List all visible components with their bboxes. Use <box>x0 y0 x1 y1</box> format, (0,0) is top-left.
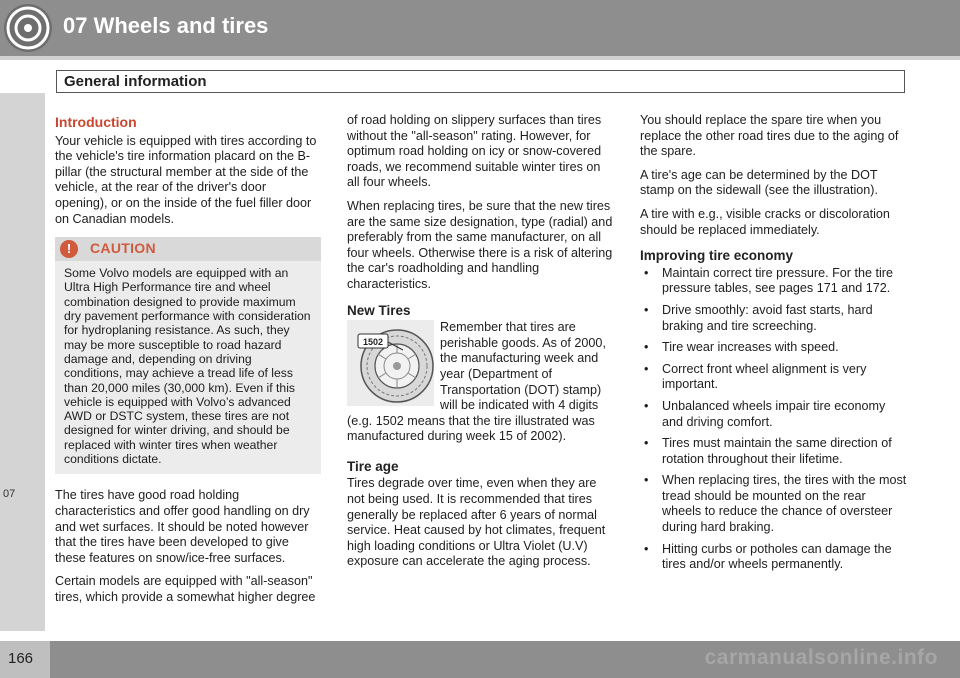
tire-economy-heading: Improving tire economy <box>640 248 794 264</box>
page-number: 166 <box>8 650 34 667</box>
bullet-icon: • <box>644 340 649 355</box>
cracks-paragraph: A tire with e.g., visible cracks or discoloration should be replaced immediately. <box>640 206 890 237</box>
replacing-tires-paragraph: When replacing tires, be sure that the new tires are the same size designation, type (radial) and preferably from the same manufacturer, on all four wheels. Otherwise there is a risk of altering the car's roadholding and handling characteristics. <box>347 198 613 291</box>
list-item: • Correct front wheel alignment is very important. <box>644 361 867 392</box>
spare-tire-paragraph: You should replace the spare tire when you replace the other road tires due to the aging of the spare. <box>640 113 899 159</box>
header-divider <box>0 56 960 60</box>
dot-stamp-paragraph: A tire's age can be determined by the DOT stamp on the sidewall (see the illustration). <box>640 167 878 198</box>
column-2 <box>347 113 615 578</box>
tire-age-text: Tires degrade over time, even when they are not being used. It is recommended that tires generally be replaced after 6 years of normal service. Heat caused by hot climates, frequent high loading conditions or Ultra Violet (U.V) exposure can accelerate the aging process. <box>347 476 606 569</box>
chapter-title: 07 Wheels and tires <box>63 13 269 38</box>
wheel-icon <box>2 2 54 54</box>
bullet-icon: • <box>644 361 649 376</box>
list-item: • Hitting curbs or potholes can damage the tires and/or wheels permanently. <box>644 541 892 572</box>
watermark: carmanualsonline.info <box>704 646 938 669</box>
road-holding-paragraph: of road holding on slippery surfaces than tires without the "all-season" rating. However, for optimum road holding on icy or snow-covered roads, we recommend suitable winter tires on all four wheels. <box>347 113 602 190</box>
column-1 <box>55 113 321 613</box>
bullet-icon: • <box>644 541 649 556</box>
list-item: • When replacing tires, the tires with the most tread should be mounted on the rear wheels to reduce the chance of oversteer during hard braking. <box>644 473 907 535</box>
caution-text: Some Volvo models are equipped with an Ultra High Performance tire and wheel combination designed to provide maximum dry pavement performance with consideration for hydroplaning resistance. As such, they may be more susceptible to road hazard damage and, depending on driving conditions, may achieve a tread life of less than 20,000 miles (30,000 km). Even if this vehicle is equipped with Volvo’s advanced AWD or DSTC system, these tires are not designed for winter driving, and should be replaced with winter tires when weather conditions dictate. <box>64 266 311 467</box>
bullet-icon: • <box>644 302 649 317</box>
section-title: General information <box>64 73 207 90</box>
handling-paragraph: The tires have good road holding characteristics and offer good handling on dry and wet surfaces. It should be noted however that the tires have been developed to give these features on snow/ice-free surfaces. <box>55 488 310 565</box>
bullet-icon: • <box>644 265 649 280</box>
tire-age-heading: Tire age <box>347 458 399 474</box>
introduction-heading: Introduction <box>55 114 137 130</box>
tire-icon <box>347 320 434 406</box>
list-item: • Unbalanced wheels impair tire economy and driving comfort. <box>644 398 886 429</box>
bullet-icon: • <box>644 436 649 451</box>
list-item: • Drive smoothly: avoid fast starts, hard braking and tire screeching. <box>644 302 873 333</box>
column-3 <box>640 113 908 579</box>
new-tires-text: Remember that tires are perishable goods. As of 2000, the manufacturing week and year (Department of Transportation (DOT) stamp) will be indicated with 4 digits (e.g. 1502 means that the tire illustrated was manufactured during week 15 of 2002). <box>347 320 606 444</box>
all-season-paragraph: Certain models are equipped with "all-season" tires, which provide a somewhat higher degree <box>55 574 316 604</box>
section-title-box <box>56 70 905 93</box>
list-item: • Maintain correct tire pressure. For the tire pressure tables, see pages 171 and 172. <box>644 265 893 296</box>
chapter-side-tab <box>0 93 45 631</box>
tire-economy-list <box>640 266 908 573</box>
bullet-icon: • <box>644 473 649 488</box>
bullet-icon: • <box>644 398 649 413</box>
new-tires-heading: New Tires <box>347 302 411 318</box>
caution-label: CAUTION <box>90 240 156 257</box>
tire-dot-stamp-illustration <box>347 320 434 406</box>
intro-paragraph: Your vehicle is equipped with tires according to the vehicle's tire information placard on the B-pillar (the structural member at the side of the vehicle, at the rear of the driver's door opening), or on the inside of the fuel filler door on Canadian models. <box>55 133 317 226</box>
dot-stamp-label: 1502 <box>362 337 384 348</box>
caution-box <box>55 237 321 474</box>
list-item: • Tires must maintain the same direction of rotation throughout their lifetime. <box>644 436 892 466</box>
warning-icon: ! <box>60 240 78 258</box>
side-tab-label: 07 <box>3 488 16 500</box>
list-item: • Tire wear increases with speed. <box>644 340 839 355</box>
caution-header <box>55 237 321 261</box>
chapter-header-bar <box>0 0 960 56</box>
new-tires-section <box>347 320 615 445</box>
